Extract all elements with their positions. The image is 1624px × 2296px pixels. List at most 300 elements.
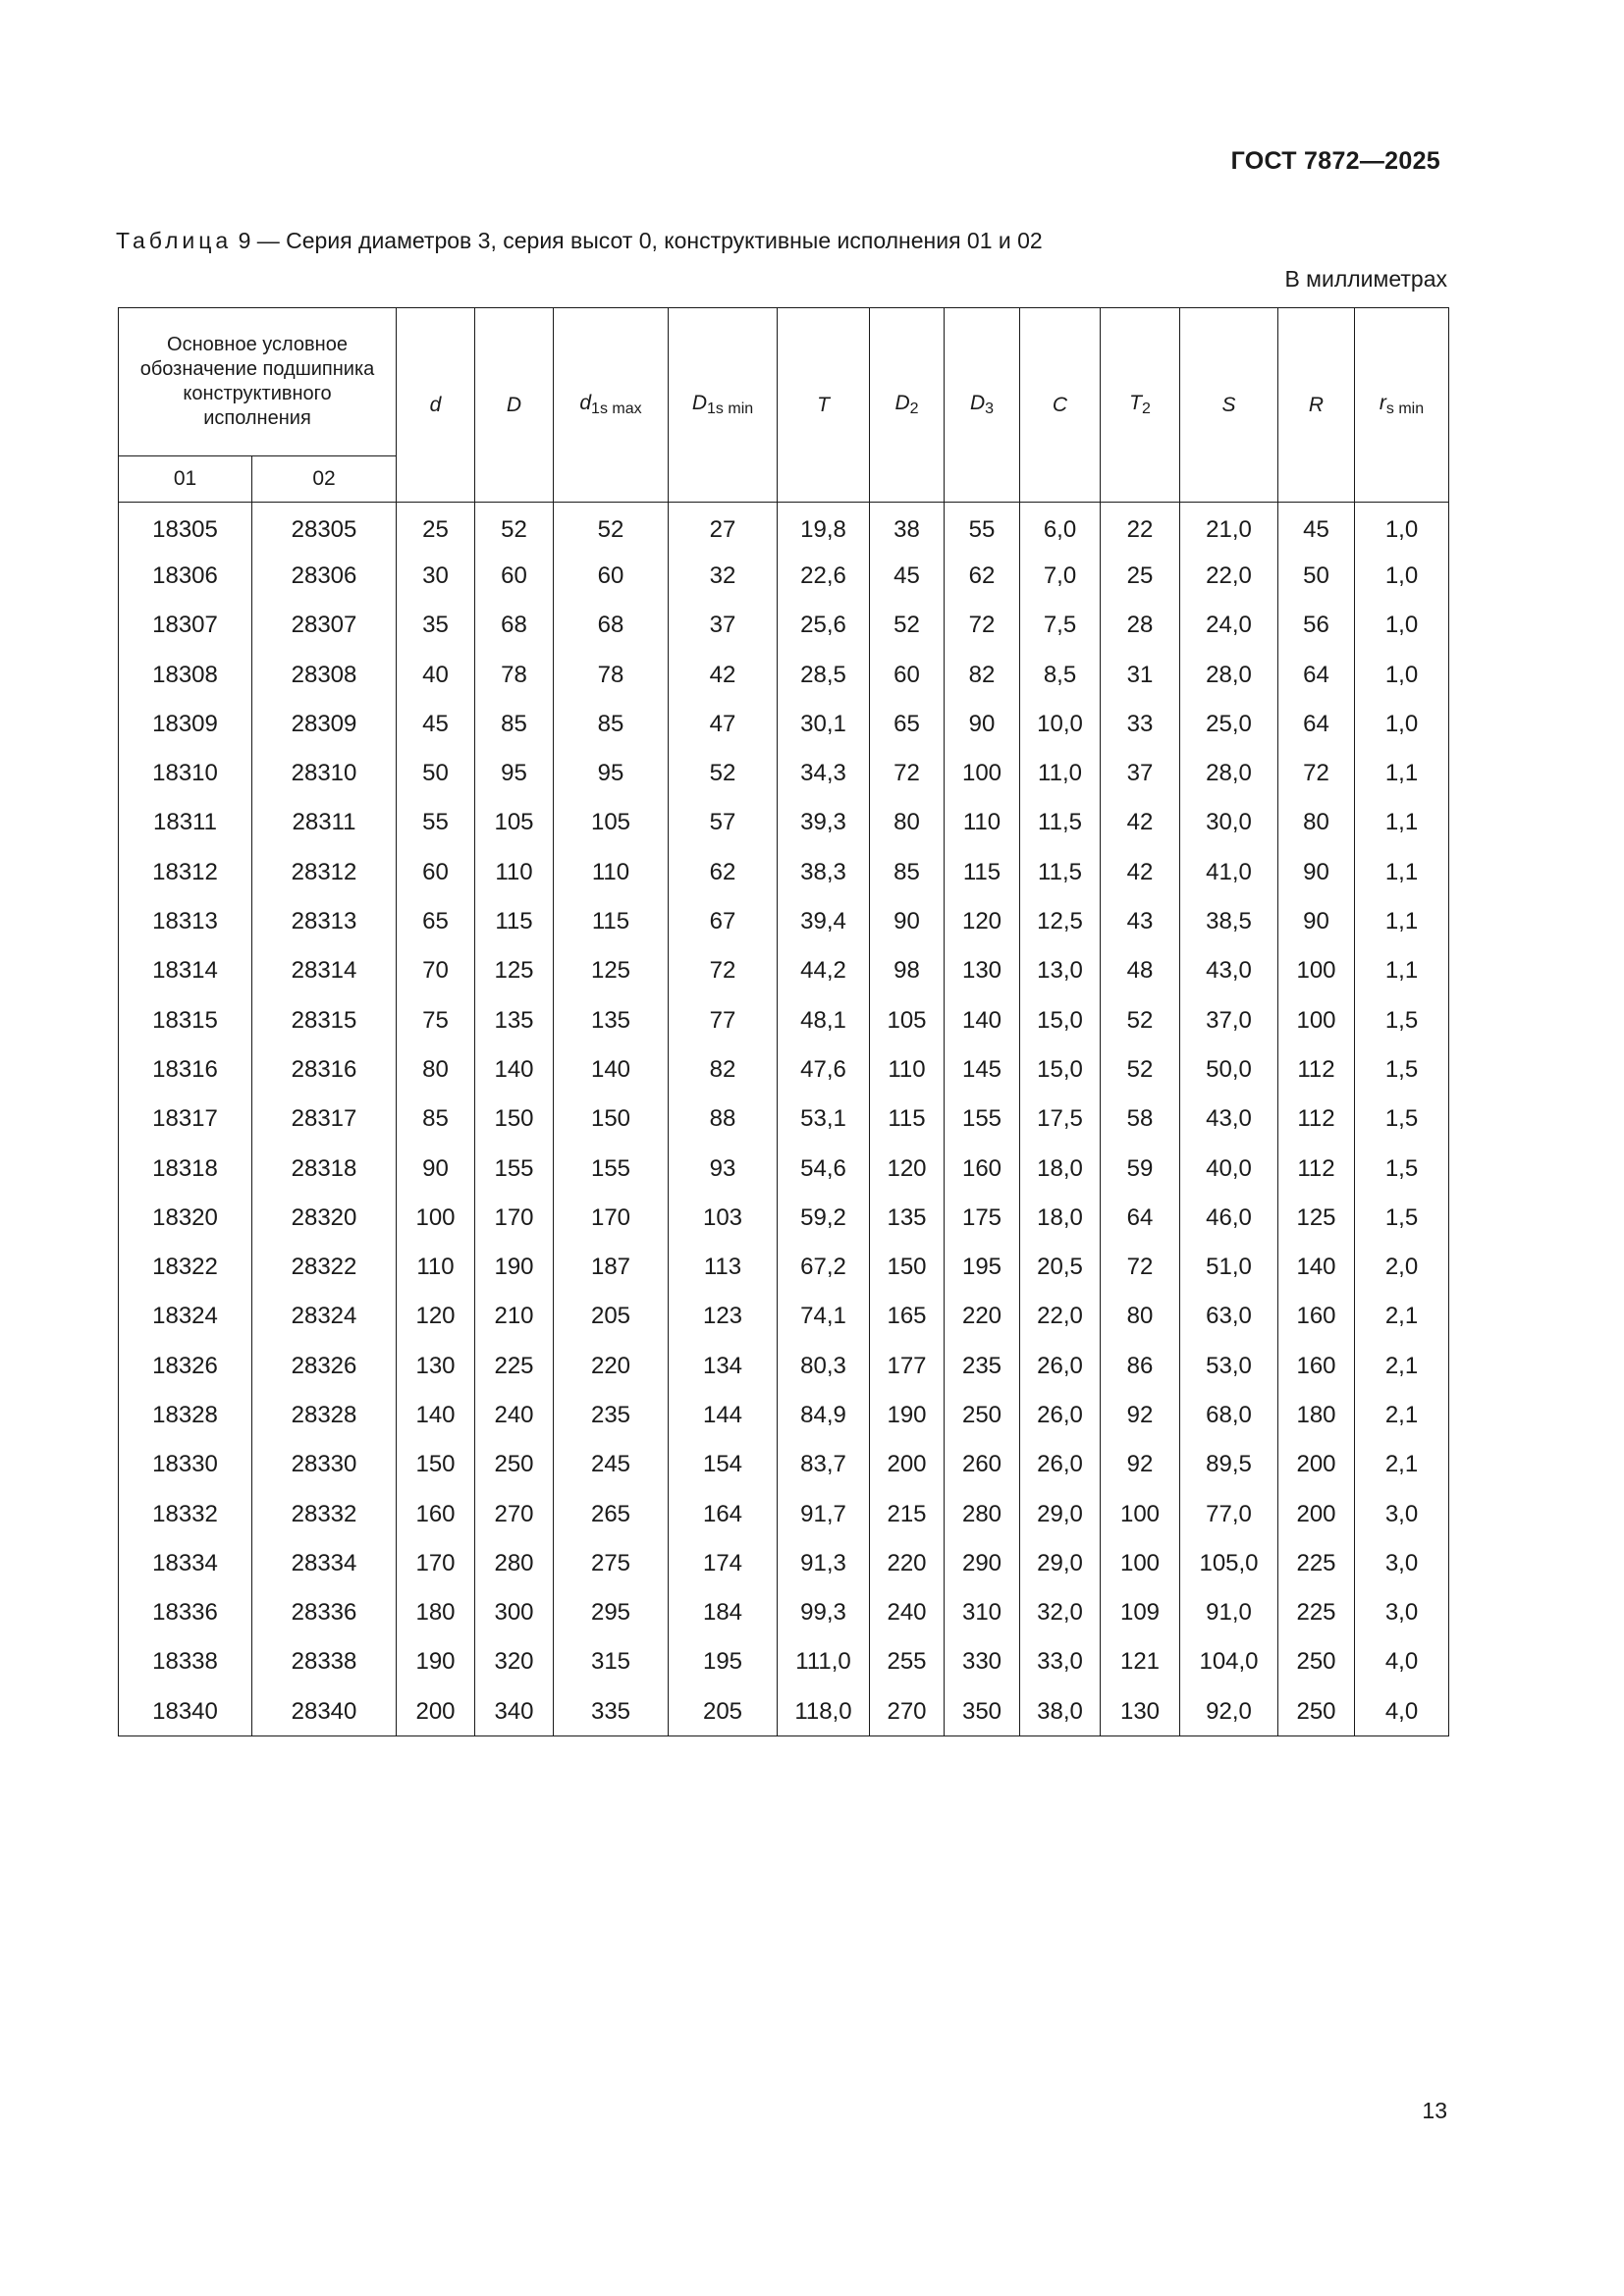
column-header xyxy=(1355,308,1449,503)
table-cell: 175 xyxy=(945,1194,1020,1243)
table-cell: 235 xyxy=(554,1391,669,1440)
table-cell: 1,1 xyxy=(1355,897,1449,946)
table-cell: 155 xyxy=(945,1095,1020,1144)
table-cell: 4,0 xyxy=(1355,1687,1449,1736)
subheader-01: 01 xyxy=(119,456,252,503)
table-row xyxy=(119,1095,1449,1144)
table-cell: 95 xyxy=(554,749,669,798)
table-cell: 275 xyxy=(554,1539,669,1588)
table-cell: 85 xyxy=(870,848,945,897)
table-cell: 3,0 xyxy=(1355,1539,1449,1588)
column-subscript: 1s max xyxy=(591,400,642,417)
table-cell: 2,1 xyxy=(1355,1292,1449,1341)
table-cell: 26,0 xyxy=(1020,1391,1101,1440)
table-cell: 38,3 xyxy=(778,848,870,897)
column-symbol: r xyxy=(1379,392,1386,414)
page-number: 13 xyxy=(1422,2098,1447,2123)
table-cell: 83,7 xyxy=(778,1440,870,1489)
column-header xyxy=(1180,308,1278,503)
table-cell: 90 xyxy=(945,700,1020,749)
column-symbol: R xyxy=(1308,393,1325,416)
table-row xyxy=(119,1342,1449,1391)
table-cell: 25,6 xyxy=(778,601,870,650)
table-cell: 160 xyxy=(1278,1292,1355,1341)
column-header xyxy=(870,308,945,503)
table-cell: 118,0 xyxy=(778,1687,870,1736)
table-cell: 135 xyxy=(554,995,669,1044)
table-cell: 165 xyxy=(870,1292,945,1341)
table-cell: 100 xyxy=(1101,1539,1180,1588)
column-symbol: S xyxy=(1221,393,1236,416)
table-cell: 18338 xyxy=(119,1637,252,1686)
table-cell: 22,6 xyxy=(778,552,870,601)
table-cell: 45 xyxy=(870,552,945,601)
table-cell: 72 xyxy=(1101,1243,1180,1292)
table-cell: 25,0 xyxy=(1180,700,1278,749)
table-cell: 265 xyxy=(554,1489,669,1538)
table-cell: 150 xyxy=(475,1095,554,1144)
column-symbol: D xyxy=(969,392,986,414)
table-cell: 28338 xyxy=(252,1637,397,1686)
table-cell: 1,5 xyxy=(1355,1045,1449,1095)
table-cell: 62 xyxy=(669,848,778,897)
table-cell: 205 xyxy=(669,1687,778,1736)
table-cell: 28318 xyxy=(252,1144,397,1193)
table-cell: 72 xyxy=(870,749,945,798)
table-cell: 18305 xyxy=(119,503,252,552)
table-row xyxy=(119,995,1449,1044)
table-cell: 93 xyxy=(669,1144,778,1193)
table-row xyxy=(119,1045,1449,1095)
table-cell: 103 xyxy=(669,1194,778,1243)
table-cell: 31 xyxy=(1101,650,1180,699)
table-cell: 19,8 xyxy=(778,503,870,552)
table-cell: 2,1 xyxy=(1355,1342,1449,1391)
table-cell: 1,5 xyxy=(1355,1194,1449,1243)
table-cell: 18312 xyxy=(119,848,252,897)
table-cell: 18317 xyxy=(119,1095,252,1144)
table-cell: 28,5 xyxy=(778,650,870,699)
table-cell: 170 xyxy=(475,1194,554,1243)
table-cell: 180 xyxy=(1278,1391,1355,1440)
table-cell: 130 xyxy=(1101,1687,1180,1736)
table-cell: 92 xyxy=(1101,1440,1180,1489)
table-cell: 210 xyxy=(475,1292,554,1341)
table-cell: 80 xyxy=(397,1045,475,1095)
column-header xyxy=(778,308,870,503)
table-cell: 34,3 xyxy=(778,749,870,798)
table-cell: 75 xyxy=(397,995,475,1044)
column-symbol: D xyxy=(506,393,522,416)
table-cell: 92,0 xyxy=(1180,1687,1278,1736)
column-symbol: D xyxy=(894,392,910,414)
table-cell: 52 xyxy=(669,749,778,798)
table-cell: 47 xyxy=(669,700,778,749)
table-cell: 48 xyxy=(1101,946,1180,995)
table-cell: 24,0 xyxy=(1180,601,1278,650)
table-cell: 85 xyxy=(397,1095,475,1144)
table-row xyxy=(119,1637,1449,1686)
table-cell: 48,1 xyxy=(778,995,870,1044)
table-cell: 63,0 xyxy=(1180,1292,1278,1341)
table-cell: 125 xyxy=(475,946,554,995)
table-cell: 35 xyxy=(397,601,475,650)
table-cell: 320 xyxy=(475,1637,554,1686)
table-cell: 250 xyxy=(1278,1687,1355,1736)
table-cell: 195 xyxy=(669,1637,778,1686)
table-cell: 95 xyxy=(475,749,554,798)
table-cell: 18308 xyxy=(119,650,252,699)
table-cell: 174 xyxy=(669,1539,778,1588)
table-cell: 32 xyxy=(669,552,778,601)
table-cell: 37,0 xyxy=(1180,995,1278,1044)
column-symbol: T xyxy=(1129,392,1142,414)
table-cell: 90 xyxy=(870,897,945,946)
table-cell: 154 xyxy=(669,1440,778,1489)
table-cell: 91,7 xyxy=(778,1489,870,1538)
table-cell: 64 xyxy=(1278,700,1355,749)
table-cell: 105 xyxy=(870,995,945,1044)
table-cell: 67 xyxy=(669,897,778,946)
table-cell: 67,2 xyxy=(778,1243,870,1292)
table-cell: 6,0 xyxy=(1020,503,1101,552)
table-row xyxy=(119,1588,1449,1637)
table-cell: 1,5 xyxy=(1355,1144,1449,1193)
table-cell: 28305 xyxy=(252,503,397,552)
table-cell: 170 xyxy=(554,1194,669,1243)
table-cell: 25 xyxy=(1101,552,1180,601)
table-cell: 2,1 xyxy=(1355,1440,1449,1489)
table-cell: 350 xyxy=(945,1687,1020,1736)
table-cell: 110 xyxy=(397,1243,475,1292)
table-cell: 155 xyxy=(554,1144,669,1193)
table-cell: 22,0 xyxy=(1020,1292,1101,1341)
table-cell: 340 xyxy=(475,1687,554,1736)
table-cell: 190 xyxy=(870,1391,945,1440)
table-cell: 28,0 xyxy=(1180,749,1278,798)
table-cell: 140 xyxy=(1278,1243,1355,1292)
table-cell: 47,6 xyxy=(778,1045,870,1095)
table-cell: 110 xyxy=(554,848,669,897)
table-cell: 18307 xyxy=(119,601,252,650)
table-cell: 90 xyxy=(397,1144,475,1193)
table-cell: 30,1 xyxy=(778,700,870,749)
table-cell: 200 xyxy=(397,1687,475,1736)
table-cell: 300 xyxy=(475,1588,554,1637)
table-cell: 15,0 xyxy=(1020,995,1101,1044)
table-cell: 115 xyxy=(475,897,554,946)
table-cell: 28314 xyxy=(252,946,397,995)
table-cell: 115 xyxy=(554,897,669,946)
table-cell: 18334 xyxy=(119,1539,252,1588)
column-header xyxy=(475,308,554,503)
table-cell: 270 xyxy=(870,1687,945,1736)
table-cell: 21,0 xyxy=(1180,503,1278,552)
table-cell: 130 xyxy=(945,946,1020,995)
table-cell: 28315 xyxy=(252,995,397,1044)
table-cell: 187 xyxy=(554,1243,669,1292)
table-cell: 84,9 xyxy=(778,1391,870,1440)
table-cell: 270 xyxy=(475,1489,554,1538)
table-cell: 62 xyxy=(945,552,1020,601)
table-cell: 120 xyxy=(397,1292,475,1341)
table-cell: 28328 xyxy=(252,1391,397,1440)
bearing-dimensions-table xyxy=(118,307,1449,1736)
table-cell: 4,0 xyxy=(1355,1637,1449,1686)
table-cell: 225 xyxy=(475,1342,554,1391)
table-cell: 86 xyxy=(1101,1342,1180,1391)
table-cell: 78 xyxy=(475,650,554,699)
column-subscript: 3 xyxy=(985,400,995,417)
table-cell: 28330 xyxy=(252,1440,397,1489)
table-cell: 150 xyxy=(870,1243,945,1292)
table-cell: 130 xyxy=(397,1342,475,1391)
table-cell: 280 xyxy=(945,1489,1020,1538)
table-cell: 140 xyxy=(945,995,1020,1044)
table-cell: 18332 xyxy=(119,1489,252,1538)
table-cell: 295 xyxy=(554,1588,669,1637)
table-cell: 100 xyxy=(1278,946,1355,995)
table-cell: 170 xyxy=(397,1539,475,1588)
table-cell: 160 xyxy=(945,1144,1020,1193)
table-header xyxy=(119,308,1449,503)
table-cell: 33,0 xyxy=(1020,1637,1101,1686)
table-cell: 18315 xyxy=(119,995,252,1044)
table-cell: 56 xyxy=(1278,601,1355,650)
table-cell: 18336 xyxy=(119,1588,252,1637)
table-cell: 1,0 xyxy=(1355,650,1449,699)
table-cell: 28312 xyxy=(252,848,397,897)
table-cell: 22 xyxy=(1101,503,1180,552)
table-cell: 250 xyxy=(945,1391,1020,1440)
table-cell: 177 xyxy=(870,1342,945,1391)
table-cell: 18309 xyxy=(119,700,252,749)
table-cell: 32,0 xyxy=(1020,1588,1101,1637)
table-cell: 51,0 xyxy=(1180,1243,1278,1292)
column-header xyxy=(1020,308,1101,503)
table-cell: 1,1 xyxy=(1355,946,1449,995)
table-cell: 20,5 xyxy=(1020,1243,1101,1292)
table-cell: 18328 xyxy=(119,1391,252,1440)
table-cell: 27 xyxy=(669,503,778,552)
table-body xyxy=(119,503,1449,1736)
table-cell: 255 xyxy=(870,1637,945,1686)
table-cell: 140 xyxy=(554,1045,669,1095)
table-cell: 26,0 xyxy=(1020,1440,1101,1489)
column-header xyxy=(669,308,778,503)
table-cell: 82 xyxy=(669,1045,778,1095)
table-cell: 30,0 xyxy=(1180,798,1278,847)
units-note: В миллиметрах xyxy=(1284,266,1447,292)
table-cell: 70 xyxy=(397,946,475,995)
table-cell: 91,3 xyxy=(778,1539,870,1588)
table-cell: 52 xyxy=(1101,1045,1180,1095)
table-cell: 39,3 xyxy=(778,798,870,847)
table-cell: 26,0 xyxy=(1020,1342,1101,1391)
table-cell: 240 xyxy=(475,1391,554,1440)
table-cell: 40 xyxy=(397,650,475,699)
table-cell: 2,0 xyxy=(1355,1243,1449,1292)
table-cell: 15,0 xyxy=(1020,1045,1101,1095)
table-cell: 41,0 xyxy=(1180,848,1278,897)
table-cell: 92 xyxy=(1101,1391,1180,1440)
table-cell: 100 xyxy=(945,749,1020,798)
table-cell: 60 xyxy=(397,848,475,897)
column-symbol: d xyxy=(579,392,592,414)
table-cell: 164 xyxy=(669,1489,778,1538)
table-cell: 99,3 xyxy=(778,1588,870,1637)
table-row xyxy=(119,749,1449,798)
table-cell: 65 xyxy=(870,700,945,749)
table-cell: 330 xyxy=(945,1637,1020,1686)
table-row xyxy=(119,1194,1449,1243)
table-cell: 3,0 xyxy=(1355,1588,1449,1637)
table-cell: 42 xyxy=(1101,848,1180,897)
table-cell: 42 xyxy=(669,650,778,699)
table-title xyxy=(116,228,1043,254)
table-cell: 123 xyxy=(669,1292,778,1341)
table-cell: 18310 xyxy=(119,749,252,798)
table-cell: 200 xyxy=(870,1440,945,1489)
table-cell: 120 xyxy=(945,897,1020,946)
table-cell: 45 xyxy=(397,700,475,749)
table-cell: 200 xyxy=(1278,1489,1355,1538)
column-subscript: s min xyxy=(1385,400,1425,417)
table-cell: 112 xyxy=(1278,1045,1355,1095)
table-cell: 78 xyxy=(554,650,669,699)
table-cell: 55 xyxy=(397,798,475,847)
table-cell: 100 xyxy=(1101,1489,1180,1538)
table-cell: 80 xyxy=(870,798,945,847)
table-cell: 60 xyxy=(554,552,669,601)
table-cell: 85 xyxy=(554,700,669,749)
table-cell: 28,0 xyxy=(1180,650,1278,699)
table-cell: 68,0 xyxy=(1180,1391,1278,1440)
table-cell: 50,0 xyxy=(1180,1045,1278,1095)
table-cell: 68 xyxy=(554,601,669,650)
table-cell: 1,5 xyxy=(1355,995,1449,1044)
table-cell: 140 xyxy=(397,1391,475,1440)
table-cell: 1,0 xyxy=(1355,552,1449,601)
table-cell: 18340 xyxy=(119,1687,252,1736)
table-cell: 225 xyxy=(1278,1539,1355,1588)
table-cell: 28340 xyxy=(252,1687,397,1736)
table-cell: 110 xyxy=(870,1045,945,1095)
table-row xyxy=(119,1292,1449,1341)
table-cell: 38,5 xyxy=(1180,897,1278,946)
table-cell: 42 xyxy=(1101,798,1180,847)
table-cell: 7,5 xyxy=(1020,601,1101,650)
table-cell: 1,0 xyxy=(1355,503,1449,552)
table-cell: 18313 xyxy=(119,897,252,946)
table-cell: 13,0 xyxy=(1020,946,1101,995)
table-cell: 144 xyxy=(669,1391,778,1440)
table-cell: 18311 xyxy=(119,798,252,847)
table-cell: 18316 xyxy=(119,1045,252,1095)
table-row xyxy=(119,1144,1449,1193)
table-cell: 53,0 xyxy=(1180,1342,1278,1391)
column-header xyxy=(397,308,475,503)
table-cell: 28308 xyxy=(252,650,397,699)
table-cell: 58 xyxy=(1101,1095,1180,1144)
table-cell: 28307 xyxy=(252,601,397,650)
table-cell: 112 xyxy=(1278,1144,1355,1193)
table-cell: 77,0 xyxy=(1180,1489,1278,1538)
table-row xyxy=(119,848,1449,897)
table-cell: 18322 xyxy=(119,1243,252,1292)
table-cell: 89,5 xyxy=(1180,1440,1278,1489)
table-cell: 240 xyxy=(870,1588,945,1637)
table-cell: 120 xyxy=(870,1144,945,1193)
table-row xyxy=(119,1243,1449,1292)
designation-header: Основное условное обозначение подшипника конструктивного исполнения xyxy=(119,308,397,456)
table-cell: 220 xyxy=(945,1292,1020,1341)
table-cell: 18318 xyxy=(119,1144,252,1193)
table-cell: 59,2 xyxy=(778,1194,870,1243)
table-cell: 52 xyxy=(1101,995,1180,1044)
table-cell: 88 xyxy=(669,1095,778,1144)
table-cell: 125 xyxy=(554,946,669,995)
column-header xyxy=(554,308,669,503)
table-cell: 220 xyxy=(870,1539,945,1588)
table-cell: 8,5 xyxy=(1020,650,1101,699)
table-cell: 52 xyxy=(554,503,669,552)
table-row xyxy=(119,946,1449,995)
table-cell: 180 xyxy=(397,1588,475,1637)
table-cell: 250 xyxy=(475,1440,554,1489)
table-cell: 10,0 xyxy=(1020,700,1101,749)
table-row xyxy=(119,503,1449,552)
table-cell: 28317 xyxy=(252,1095,397,1144)
table-cell: 29,0 xyxy=(1020,1539,1101,1588)
table-cell: 260 xyxy=(945,1440,1020,1489)
document-code: ГОСТ 7872—2025 xyxy=(1230,147,1440,175)
table-cell: 37 xyxy=(669,601,778,650)
table-cell: 18314 xyxy=(119,946,252,995)
header-row-main xyxy=(119,308,1449,456)
table-row xyxy=(119,650,1449,699)
table-cell: 104,0 xyxy=(1180,1637,1278,1686)
table-cell: 18326 xyxy=(119,1342,252,1391)
table-cell: 68 xyxy=(475,601,554,650)
table-cell: 22,0 xyxy=(1180,552,1278,601)
column-symbol: D xyxy=(691,392,708,414)
table-cell: 85 xyxy=(475,700,554,749)
table-cell: 28320 xyxy=(252,1194,397,1243)
table-cell: 28310 xyxy=(252,749,397,798)
table-cell: 50 xyxy=(1278,552,1355,601)
table-row xyxy=(119,1489,1449,1538)
table-cell: 80 xyxy=(1101,1292,1180,1341)
table-cell: 90 xyxy=(1278,897,1355,946)
column-symbol: d xyxy=(429,393,442,416)
table-cell: 30 xyxy=(397,552,475,601)
table-cell: 28311 xyxy=(252,798,397,847)
table-cell: 134 xyxy=(669,1342,778,1391)
table-cell: 28326 xyxy=(252,1342,397,1391)
table-row xyxy=(119,1687,1449,1736)
subheader-02: 02 xyxy=(252,456,397,503)
table-cell: 205 xyxy=(554,1292,669,1341)
column-subscript: 1s min xyxy=(707,400,754,417)
table-cell: 135 xyxy=(475,995,554,1044)
table-cell: 150 xyxy=(397,1440,475,1489)
table-cell: 28309 xyxy=(252,700,397,749)
table-cell: 82 xyxy=(945,650,1020,699)
table-cell: 100 xyxy=(1278,995,1355,1044)
table-cell: 280 xyxy=(475,1539,554,1588)
table-cell: 145 xyxy=(945,1045,1020,1095)
